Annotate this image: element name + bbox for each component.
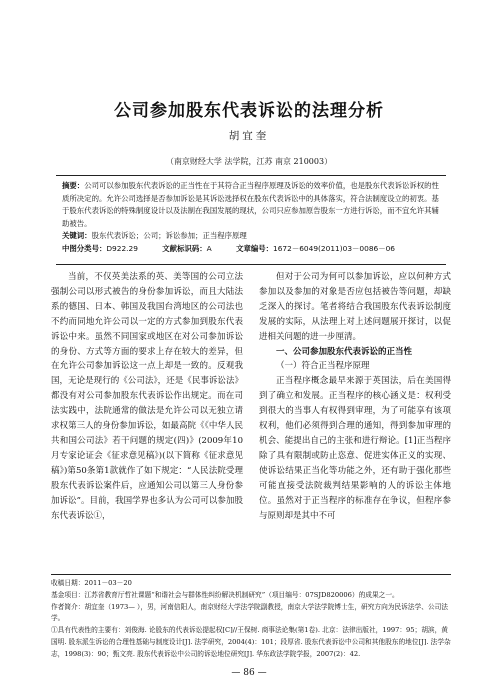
right-paragraph-2: 正当程序概念最早来源于英国法，后在美国得到了确立和发展。正当程序的核心涵义是：权利受到很大的当事人有权得到审理，为了可能享有该项权利，他们必须得到合理的通知，得到参加审理的机会、能提出自己的主张和进行辩论。[1]正当程序除了具有限制或防止恣意、促进实体正义的实现、使诉讼结果正当化等功能之外，还有助于强化那些可能直接受法院裁判结果影响的人的诉讼主体地位。虽然对于正当程序的标准存在争议，但程序参与原则却是其中不可 — [259, 376, 451, 521]
keywords-text: 股东代表诉讼；公司；诉讼参加；正当程序原理 — [91, 231, 247, 241]
doc-code-label: 文献标识码： — [162, 243, 207, 253]
keywords-line — [62, 230, 440, 243]
author-bio: 作者简介：胡宜奎（1973— ），男，河南信阳人，南京财经大学法学院副教授，南京大学法学院博士生，研究方向为民诉法学、公司法学。 — [51, 602, 448, 623]
footnote-rule — [51, 574, 451, 575]
clc-item — [62, 244, 138, 253]
author-affiliation: （南京财经大学 法学院，江苏 南京 210003） — [165, 157, 333, 166]
reference-note-1: ①具有代表性的主要有：刘俊海. 论股东的代表诉讼提起权[C]//王保树. 商事法论集(第1卷). 北京：法律出版社，1997：95；胡滨，黄国明. 股东派生诉讼的合理性基础与制度设计[J]. 法学研究，2004(4)：101；段厚省. 股东代表诉讼中公司和其他股东的地位[J]. 法学杂志，1998(3)：90；甄文亮. 股东代表诉讼中公司的诉讼地位研究[J]. 华东政法学院学报，2007(2)：42. — [51, 626, 451, 658]
article-no-value: 1672－6049(2011)03－0086－06 — [273, 243, 396, 253]
abstract-top-rule — [56, 175, 446, 176]
fund-note: 基金项目：江苏省教育厅哲社课题“和谐社会与群体性纠纷解决机制研究”（项目编号：07SJD820006）的成果之一。 — [51, 590, 399, 599]
page-number: — 86 — — [231, 668, 267, 678]
right-paragraph-1: 但对于公司为何可以参加诉讼，应以何种方式参加以及参加的对象是否应包括被告等问题，却缺乏深入的探讨。笔者将结合我国股东代表诉讼制度发展的实际，从法理上对上述问题展开探讨，以促进相关问题的进一步厘清。 — [259, 272, 451, 342]
abstract-bottom-rule — [56, 264, 446, 265]
author-name: 胡宜奎 — [228, 130, 270, 142]
keywords-label: 关键词： — [62, 231, 92, 241]
clc-label: 中图分类号： — [62, 243, 107, 253]
doc-code-value: A — [206, 243, 212, 253]
subsection-heading-1: （一）符合正当程序原理 — [276, 361, 370, 372]
article-title: 公司参加股东代表诉讼的法理分析 — [114, 101, 384, 121]
clc-value: D922.29 — [106, 243, 138, 253]
right-column — [259, 270, 451, 523]
abstract-block — [62, 180, 440, 256]
footnotes — [51, 578, 451, 661]
article-no-item — [236, 244, 395, 253]
classification-line — [62, 243, 440, 256]
abstract-text: 公司可以参加股东代表诉讼的正当性在于其符合正当程序原理及诉讼的效率价值，也是股东代表诉讼诉权的性质所决定的。允许公司选择是否参加诉讼是其诉讼选择权在股东代表诉讼中的具体落实，符合法制度设立的初衷。基于股东代表诉讼的特殊制度设计以及法制在我国发展的现状，公司只应参加原告股东一方进行诉讼，而不宜允许其辅助被告。 — [62, 181, 439, 228]
article-no-label: 文章编号： — [236, 243, 274, 253]
left-column — [51, 270, 243, 523]
abstract-paragraph — [62, 180, 440, 230]
abstract-label: 摘要： — [62, 181, 85, 190]
section-heading-1: 一、公司参加股东代表诉讼的正当性 — [276, 346, 413, 357]
doc-code-item — [162, 244, 211, 253]
received-date: 收稿日期：2011－03－20 — [51, 579, 132, 587]
left-paragraph-1: 当前，不仅英美法系的英、美等国的公司立法强制公司以形式被告的身份参加诉讼，而且大陆法系的德国、日本、韩国及我国台湾地区的公司法也不约而同地允许公司以一定的方式参加到股东代表诉讼中来。虽然不同国家或地区在对公司参加诉讼的身份、方式等方面的要求上存在较大的差异，但在允许公司参加诉讼这一点上却是一致的。反观我国，无论是现行的《公司法》，还是《民事诉讼法》都没有对公司参加股东代表诉讼作出规定。而在司法实践中，法院通常的做法是允许公司以无独立请求权第三人的身份参加诉讼，如最高院《《中华人民共和国公司法》若干问题的规定(四)》(2009年10月专家论证会《征求意见稿》)(以下简称《征求意见稿》)第50条第1款就作了如下规定：“人民法院受理股东代表诉讼案件后，应通知公司以第三人身份参加诉讼”。目前，我国学界也多认为公司可以参加股东代表诉讼①， — [51, 272, 243, 521]
